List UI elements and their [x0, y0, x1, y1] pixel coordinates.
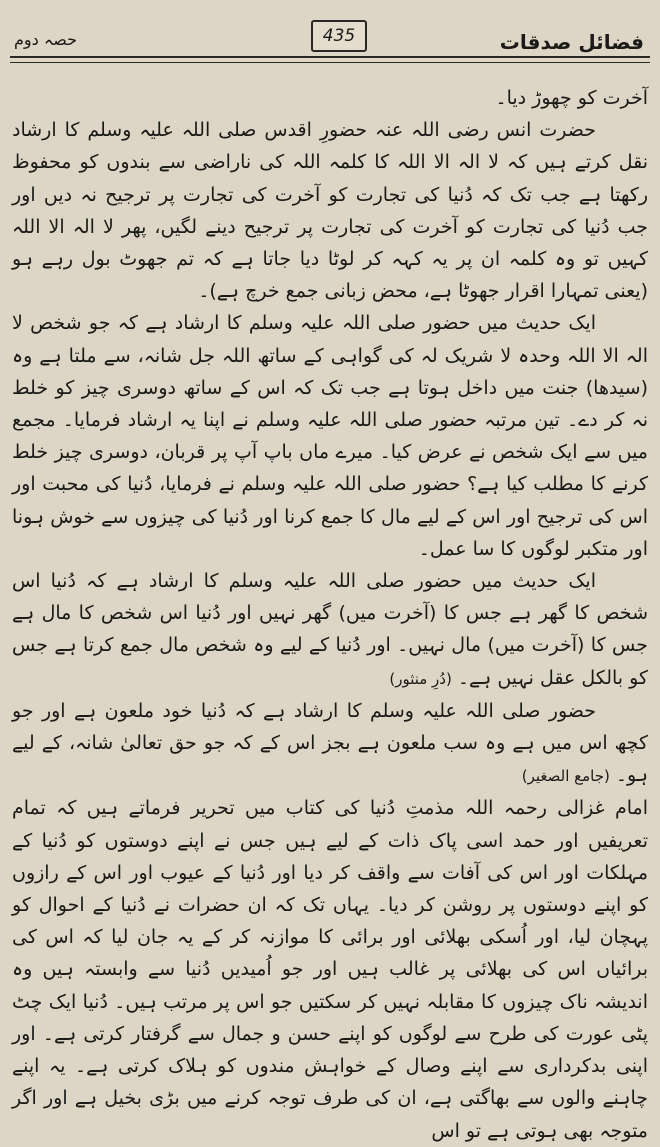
paragraph-text: امام غزالی رحمہ اللہ مذمتِ دُنیا کی کتاب میں تحریر فرماتے ہیں کہ تمام تعریفیں اور حمد اسی پاک ذات کے لیے ہیں جس نے اپنے دوستوں کو دُنیا کے مہلکات اور اس کی آفات سے واقف کر دیا اور دُنیا کے عیوب اور اس کے رازوں کو اپنے دوستوں پر روشن کر دیا۔ یہاں تک کہ ان حضرات نے دُنیا کے احوال کو پہچان لیا، اور اُسکی بھلائی اور برائی کا موازنہ کر کے یہ جان لیا کہ اس کی برائیاں اس کی بھلائی پر غالب ہیں اور جو اُمیدیں دُنیا سے وابستہ ہیں وہ اندیشہ ناک چیزوں کا مقابلہ نہیں کر سکتیں جو اس پر مرتب ہیں۔ دُنیا ایک چٹ پٹی عورت کی طرح سے لوگوں کو اپنے حسن و جمال سے گرفتار کرتی ہے۔ اور اپنی بدکرداری سے اپنے وصال کے خواہش مندوں کو ہلاک کرتی ہے۔ یہ اپنے چاہنے والوں سے بھاگتی ہے، ان کی طرف توجہ کرنے میں بڑی بخیل ہے اور اگر متوجہ بھی ہوتی ہے تو اس [12, 797, 648, 1142]
paragraph [12, 695, 648, 793]
paragraph-text: حضرت انس رضی اللہ عنہ حضورِ اقدس صلی اللہ علیہ وسلم کا ارشاد نقل کرتے ہیں کہ لا الہ الا اللہ کا کلمہ اللہ کی ناراضی سے بندوں کو محفوظ رکھتا ہے جب تک کہ دُنیا کی تجارت کو آخرت کی تجارت پر ترجیح نہ دیں اور جب دُنیا کی تجارت کو آخرت کی تجارت پر ترجیح دینے لگیں، پھر لا الہ الا اللہ کہیں تو وہ کلمہ ان پر یہ کہہ کر لوٹا دیا جاتا ہے کہ تم جھوٹ بول رہے ہو (یعنی تمہارا اقرار جھوٹا ہے، محض زبانی جمع خرچ ہے)۔ [12, 119, 648, 303]
reference-citation: (جامع الصغیر) [521, 767, 610, 786]
paragraph [12, 114, 648, 307]
header-rule [10, 56, 650, 58]
page-header [0, 0, 660, 60]
paragraph [12, 307, 648, 565]
paragraph [12, 82, 648, 114]
paragraph [12, 792, 648, 1146]
paragraph-text: ایک حدیث میں حضور صلی اللہ علیہ وسلم کا ارشاد ہے کہ جو شخص لا الہ الا اللہ وحدہ لا شریک لہ کی گواہی کے ساتھ اللہ جل شانہ، سے ملتا ہے وہ (سیدھا) جنت میں داخل ہوتا ہے جب تک کہ اس کے ساتھ دوسری چیز کو خلط نہ کر دے۔ تین مرتبہ حضور صلی اللہ علیہ وسلم نے اپنا یہ ارشاد فرمایا۔ مجمع میں سے ایک شخص نے عرض کیا۔ میرے ماں باپ آپ پر قربان، دوسری چیز خلط کرنے کا مطلب کیا ہے؟ حضور صلی اللہ علیہ وسلم نے فرمایا، دُنیا کی محبت اور اس کی ترجیح اور اس کے لیے مال کا جمع کرنا اور دُنیا کی چیزوں سے خوش ہونا اور متکبر لوگوں کا سا عمل۔ [12, 312, 648, 560]
page-number: 435 [311, 20, 367, 52]
paragraph [12, 565, 648, 695]
paragraph-text: آخرت کو چھوڑ دیا۔ [495, 87, 648, 109]
volume-label: حصہ دوم [14, 30, 77, 49]
body-text [12, 82, 648, 1147]
book-title: فضائل صدقات [499, 30, 644, 54]
paragraph-text: ایک حدیث میں حضور صلی اللہ علیہ وسلم کا ارشاد ہے کہ دُنیا اس شخص کا گھر ہے جس کا (آخرت میں) گھر نہیں اور دُنیا اس شخص کا مال ہے جس کا (آخرت میں) مال نہیں۔ اور دُنیا کے لیے وہ شخص مال جمع کرتا ہے جس کو بالکل عقل نہیں ہے۔ [12, 570, 648, 689]
reference-citation: (دُرِ منثور) [389, 669, 452, 688]
paragraph-text: حضور صلی اللہ علیہ وسلم کا ارشاد ہے کہ دُنیا خود ملعون ہے اور جو کچھ اس میں ہے وہ سب ملعون ہے بجز اس کے کہ جو حق تعالیٰ شانہ، کے لیے ہو۔ [12, 699, 648, 787]
header-rule-thin [10, 62, 650, 63]
